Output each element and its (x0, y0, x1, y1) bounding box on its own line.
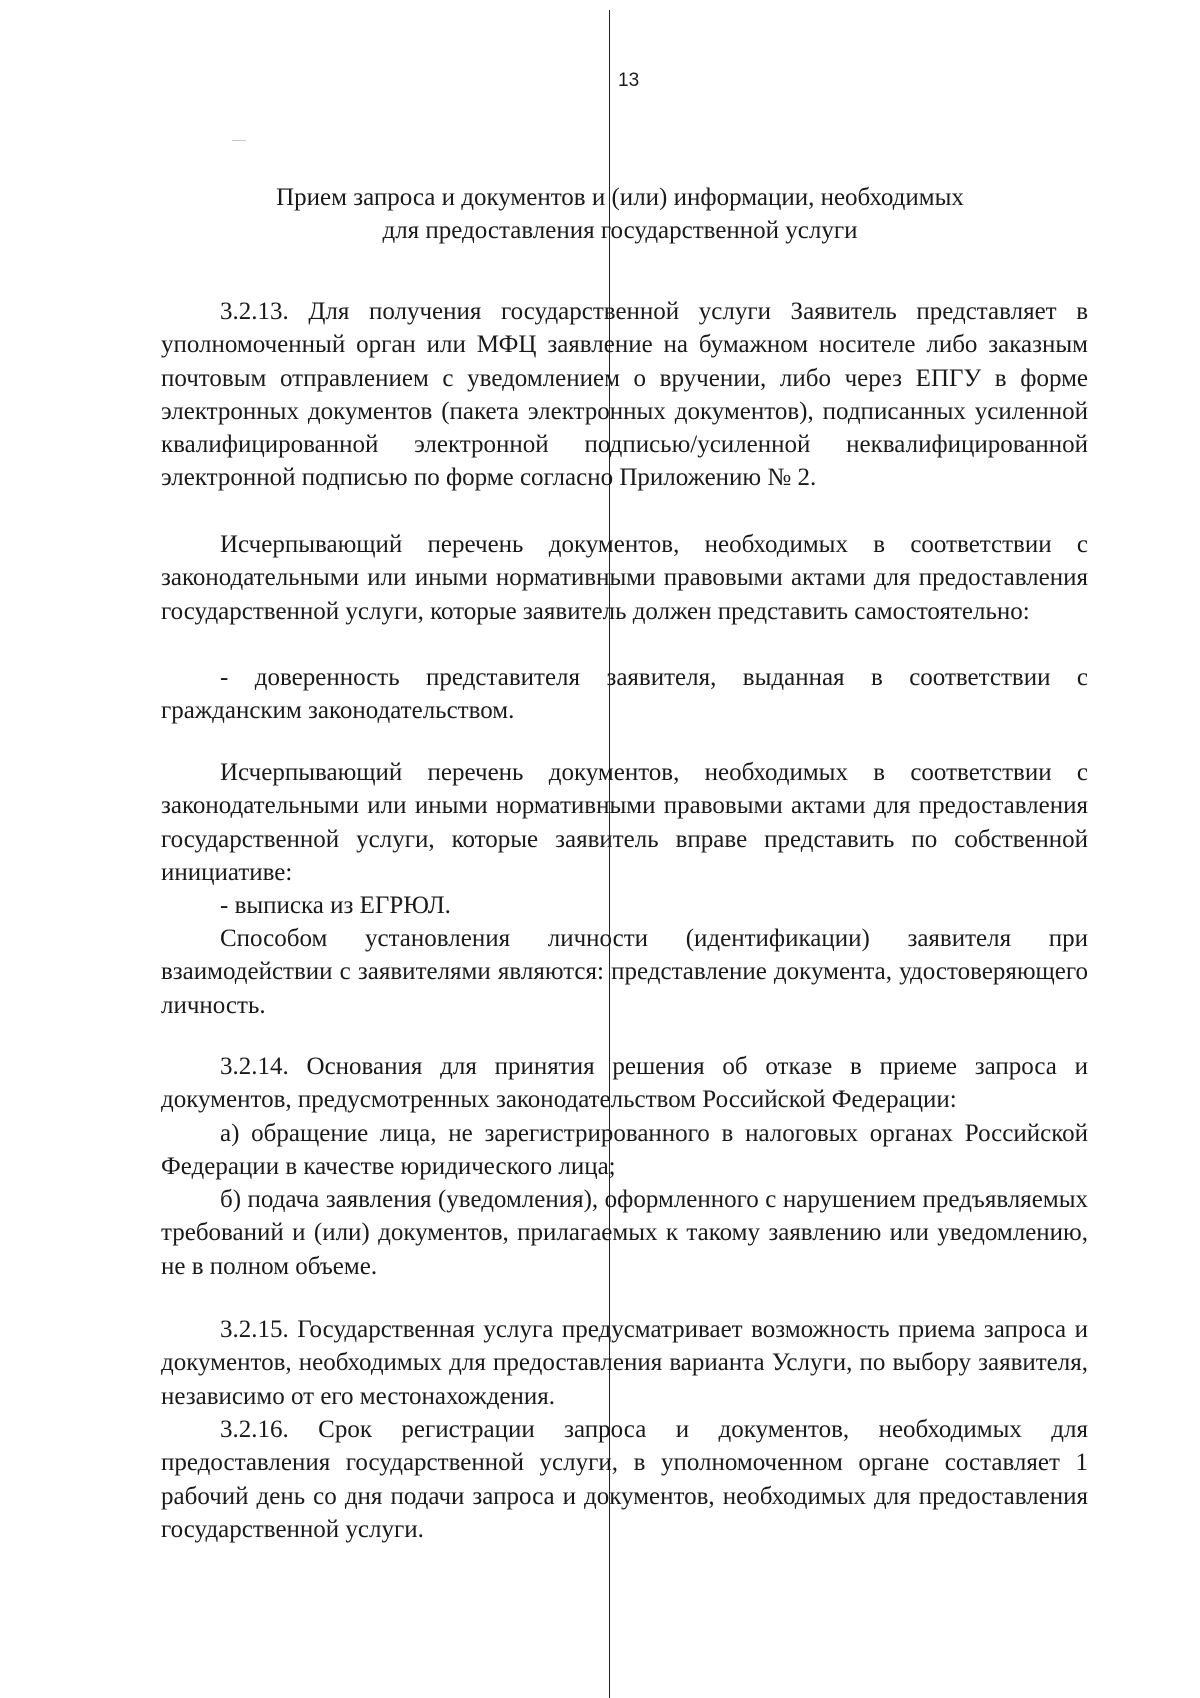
paragraph-3-2-15: 3.2.15. Государственная услуга предусматривает возможность приема запроса и документов, необходимых для предоставления варианта Услуги, по выбору заявителя, независимо от его местонахождения. (161, 1316, 1088, 1410)
paragraph-mandatory-documents: Исчерпывающий перечень документов, необходимых в соответствии с законодательными или иными нормативными правовыми актами для предоставления государственной услуги, которые заявитель должен представить самостоятельно: (161, 531, 1088, 625)
section-heading-line-1: Прием запроса и документов и (или) информации, необходимых (276, 184, 964, 211)
list-item-b: б) подача заявления (уведомления), оформленного с нарушением предъявляемых требований и (или) документов, прилагаемых к такому заявлению или уведомлению, не в полном объеме. (161, 1186, 1088, 1280)
paragraph-identification: Способом установления личности (идентификации) заявителя при взаимодействии с заявителями являются: представление документа, удостоверяющего личность. (161, 925, 1088, 1019)
paragraph-3-2-16: 3.2.16. Срок регистрации запроса и документов, необходимых для предоставления государственной услуги, в уполномоченном органе составляет 1 рабочий день со дня подачи запроса и документов, необходимых для предоставления государственной услуги. (161, 1416, 1088, 1543)
page-number: 13 (618, 70, 640, 91)
section-heading-line-2: для предоставления государственной услуги (382, 217, 858, 244)
list-item-a: а) обращение лица, не зарегистрированного в налоговых органах Российской Федерации в качестве юридического лица; (161, 1120, 1088, 1181)
scan-speck (232, 140, 246, 141)
paragraph-3-2-13: 3.2.13. Для получения государственной услуги Заявитель представляет в уполномоченный орган или МФЦ заявление на бумажном носителе либо заказным почтовым отправлением с уведомлением о вручении, либо через ЕПГУ в форме электронных документов (пакета электронных документов), подписанных усиленной квалифицированной электронной подписью/усиленной неквалифицированной электронной подписью по форме согласно Приложению № 2. (161, 298, 1088, 492)
paragraph-optional-documents: Исчерпывающий перечень документов, необходимых в соответствии с законодательными или иными нормативными правовыми актами для предоставления государственной услуги, которые заявитель вправе представить по собственной инициативе: (161, 759, 1088, 886)
list-item-power-of-attorney: - доверенность представителя заявителя, выданная в соответствии с гражданским законодательством. (161, 664, 1088, 725)
list-item-egrul-extract: - выписка из ЕГРЮЛ. (220, 892, 451, 919)
paragraph-3-2-14: 3.2.14. Основания для принятия решения об отказе в приеме запроса и документов, предусмотренных законодательством Российской Федерации: (161, 1053, 1088, 1114)
